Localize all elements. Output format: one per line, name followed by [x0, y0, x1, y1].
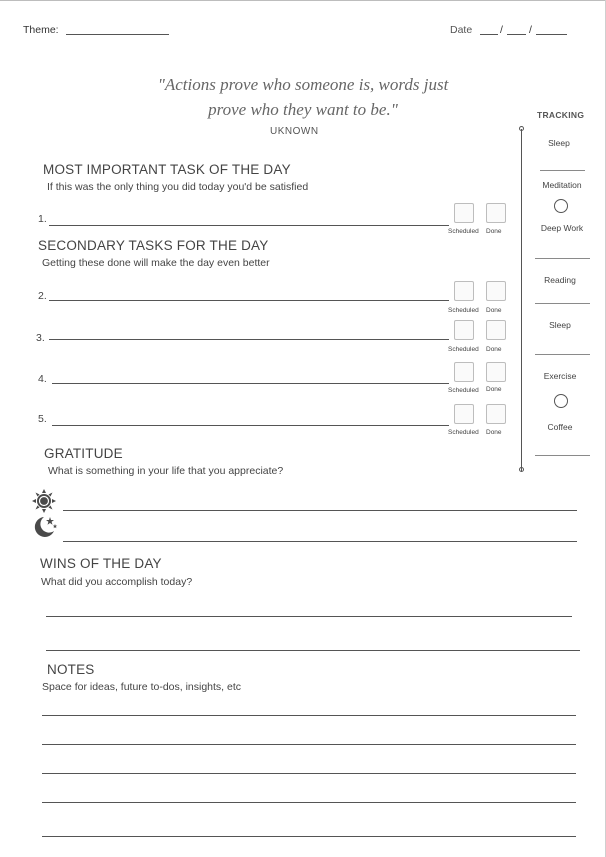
- timeline-start-dot: [519, 126, 524, 131]
- tracking-sleep-field[interactable]: [540, 170, 585, 171]
- secondary-task-field[interactable]: [52, 425, 449, 426]
- mit-subtitle: If this was the only thing you did today you'd be satisfied: [47, 181, 309, 193]
- mit-heading: MOST IMPORTANT TASK OF THE DAY: [43, 162, 291, 177]
- notes-subtitle: Space for ideas, future to-dos, insights, etc: [42, 681, 242, 693]
- notes-field[interactable]: [42, 744, 576, 745]
- tracking-item-sleep: Sleep: [549, 320, 571, 330]
- notes-field[interactable]: [42, 802, 576, 803]
- moon-stars-icon: [33, 515, 59, 539]
- secondary-task-field[interactable]: [52, 383, 449, 384]
- notes-field[interactable]: [42, 773, 576, 774]
- done-checkbox[interactable]: [486, 281, 506, 301]
- scheduled-label: Scheduled: [448, 228, 479, 235]
- scheduled-checkbox[interactable]: [454, 281, 474, 301]
- date-year-field[interactable]: [536, 34, 567, 35]
- done-label: Done: [486, 429, 502, 436]
- wins-subtitle: What did you accomplish today?: [41, 576, 193, 588]
- gratitude-subtitle: What is something in your life that you appreciate?: [48, 465, 284, 477]
- task-number: 3.: [36, 332, 45, 344]
- tracking-reading-field[interactable]: [535, 303, 590, 304]
- secondary-heading: SECONDARY TASKS FOR THE DAY: [38, 238, 269, 253]
- done-checkbox[interactable]: [486, 203, 506, 223]
- theme-label: Theme:: [23, 24, 59, 36]
- done-label: Done: [486, 228, 502, 235]
- scheduled-label: Scheduled: [448, 346, 479, 353]
- tracking-timeline: [521, 129, 522, 471]
- tracking-item-sleep: Sleep: [548, 138, 570, 148]
- tracking-item-coffee: Coffee: [547, 422, 573, 432]
- scheduled-checkbox[interactable]: [454, 320, 474, 340]
- gratitude-heading: GRATITUDE: [44, 446, 123, 461]
- gratitude-morning-field[interactable]: [63, 510, 577, 511]
- done-label: Done: [486, 386, 502, 393]
- tracking-item-reading: Reading: [544, 275, 576, 285]
- date-separator: /: [529, 24, 532, 36]
- task-number: 4.: [38, 373, 47, 385]
- task-number: 1.: [38, 213, 47, 225]
- gratitude-evening-field[interactable]: [63, 541, 577, 542]
- date-day-field[interactable]: [480, 34, 498, 35]
- done-label: Done: [486, 307, 502, 314]
- theme-field[interactable]: [66, 34, 169, 35]
- scheduled-checkbox[interactable]: [454, 362, 474, 382]
- wins-field[interactable]: [46, 650, 580, 651]
- tracking-meditation-toggle[interactable]: [554, 199, 568, 213]
- quote-line-2: prove who they want to be.": [208, 100, 398, 119]
- tracking-deep-work-field[interactable]: [535, 258, 590, 259]
- notes-field[interactable]: [42, 836, 576, 837]
- tracking-sleep-field[interactable]: [535, 354, 590, 355]
- done-checkbox[interactable]: [486, 362, 506, 382]
- secondary-task-field[interactable]: [49, 339, 449, 340]
- timeline-end-dot: [519, 467, 524, 472]
- done-checkbox[interactable]: [486, 320, 506, 340]
- mit-task-field[interactable]: [49, 225, 449, 226]
- scheduled-label: Scheduled: [448, 387, 479, 394]
- tracking-item-deep-work: Deep Work: [540, 223, 584, 233]
- notes-heading: NOTES: [47, 662, 95, 677]
- wins-heading: WINS OF THE DAY: [40, 556, 162, 571]
- secondary-subtitle: Getting these done will make the day even better: [42, 257, 270, 269]
- page-top-border: [0, 0, 606, 1]
- date-month-field[interactable]: [507, 34, 526, 35]
- done-label: Done: [486, 346, 502, 353]
- tracking-item-exercise: Exercise: [543, 371, 577, 381]
- scheduled-checkbox[interactable]: [454, 404, 474, 424]
- secondary-task-field[interactable]: [49, 300, 449, 301]
- date-separator: /: [500, 24, 503, 36]
- tracking-exercise-toggle[interactable]: [554, 394, 568, 408]
- sun-icon: [31, 489, 57, 513]
- tracking-coffee-field[interactable]: [535, 455, 590, 456]
- task-number: 5.: [38, 413, 47, 425]
- tracking-item-meditation: Meditation: [542, 180, 582, 190]
- notes-field[interactable]: [42, 715, 576, 716]
- quote-author: UKNOWN: [270, 126, 319, 137]
- quote-line-1: "Actions prove who someone is, words just: [157, 75, 449, 94]
- tracking-heading: TRACKING: [537, 110, 585, 120]
- wins-field[interactable]: [46, 616, 572, 617]
- done-checkbox[interactable]: [486, 404, 506, 424]
- scheduled-checkbox[interactable]: [454, 203, 474, 223]
- task-number: 2.: [38, 290, 47, 302]
- scheduled-label: Scheduled: [448, 429, 479, 436]
- scheduled-label: Scheduled: [448, 307, 479, 314]
- date-label: Date: [450, 24, 473, 36]
